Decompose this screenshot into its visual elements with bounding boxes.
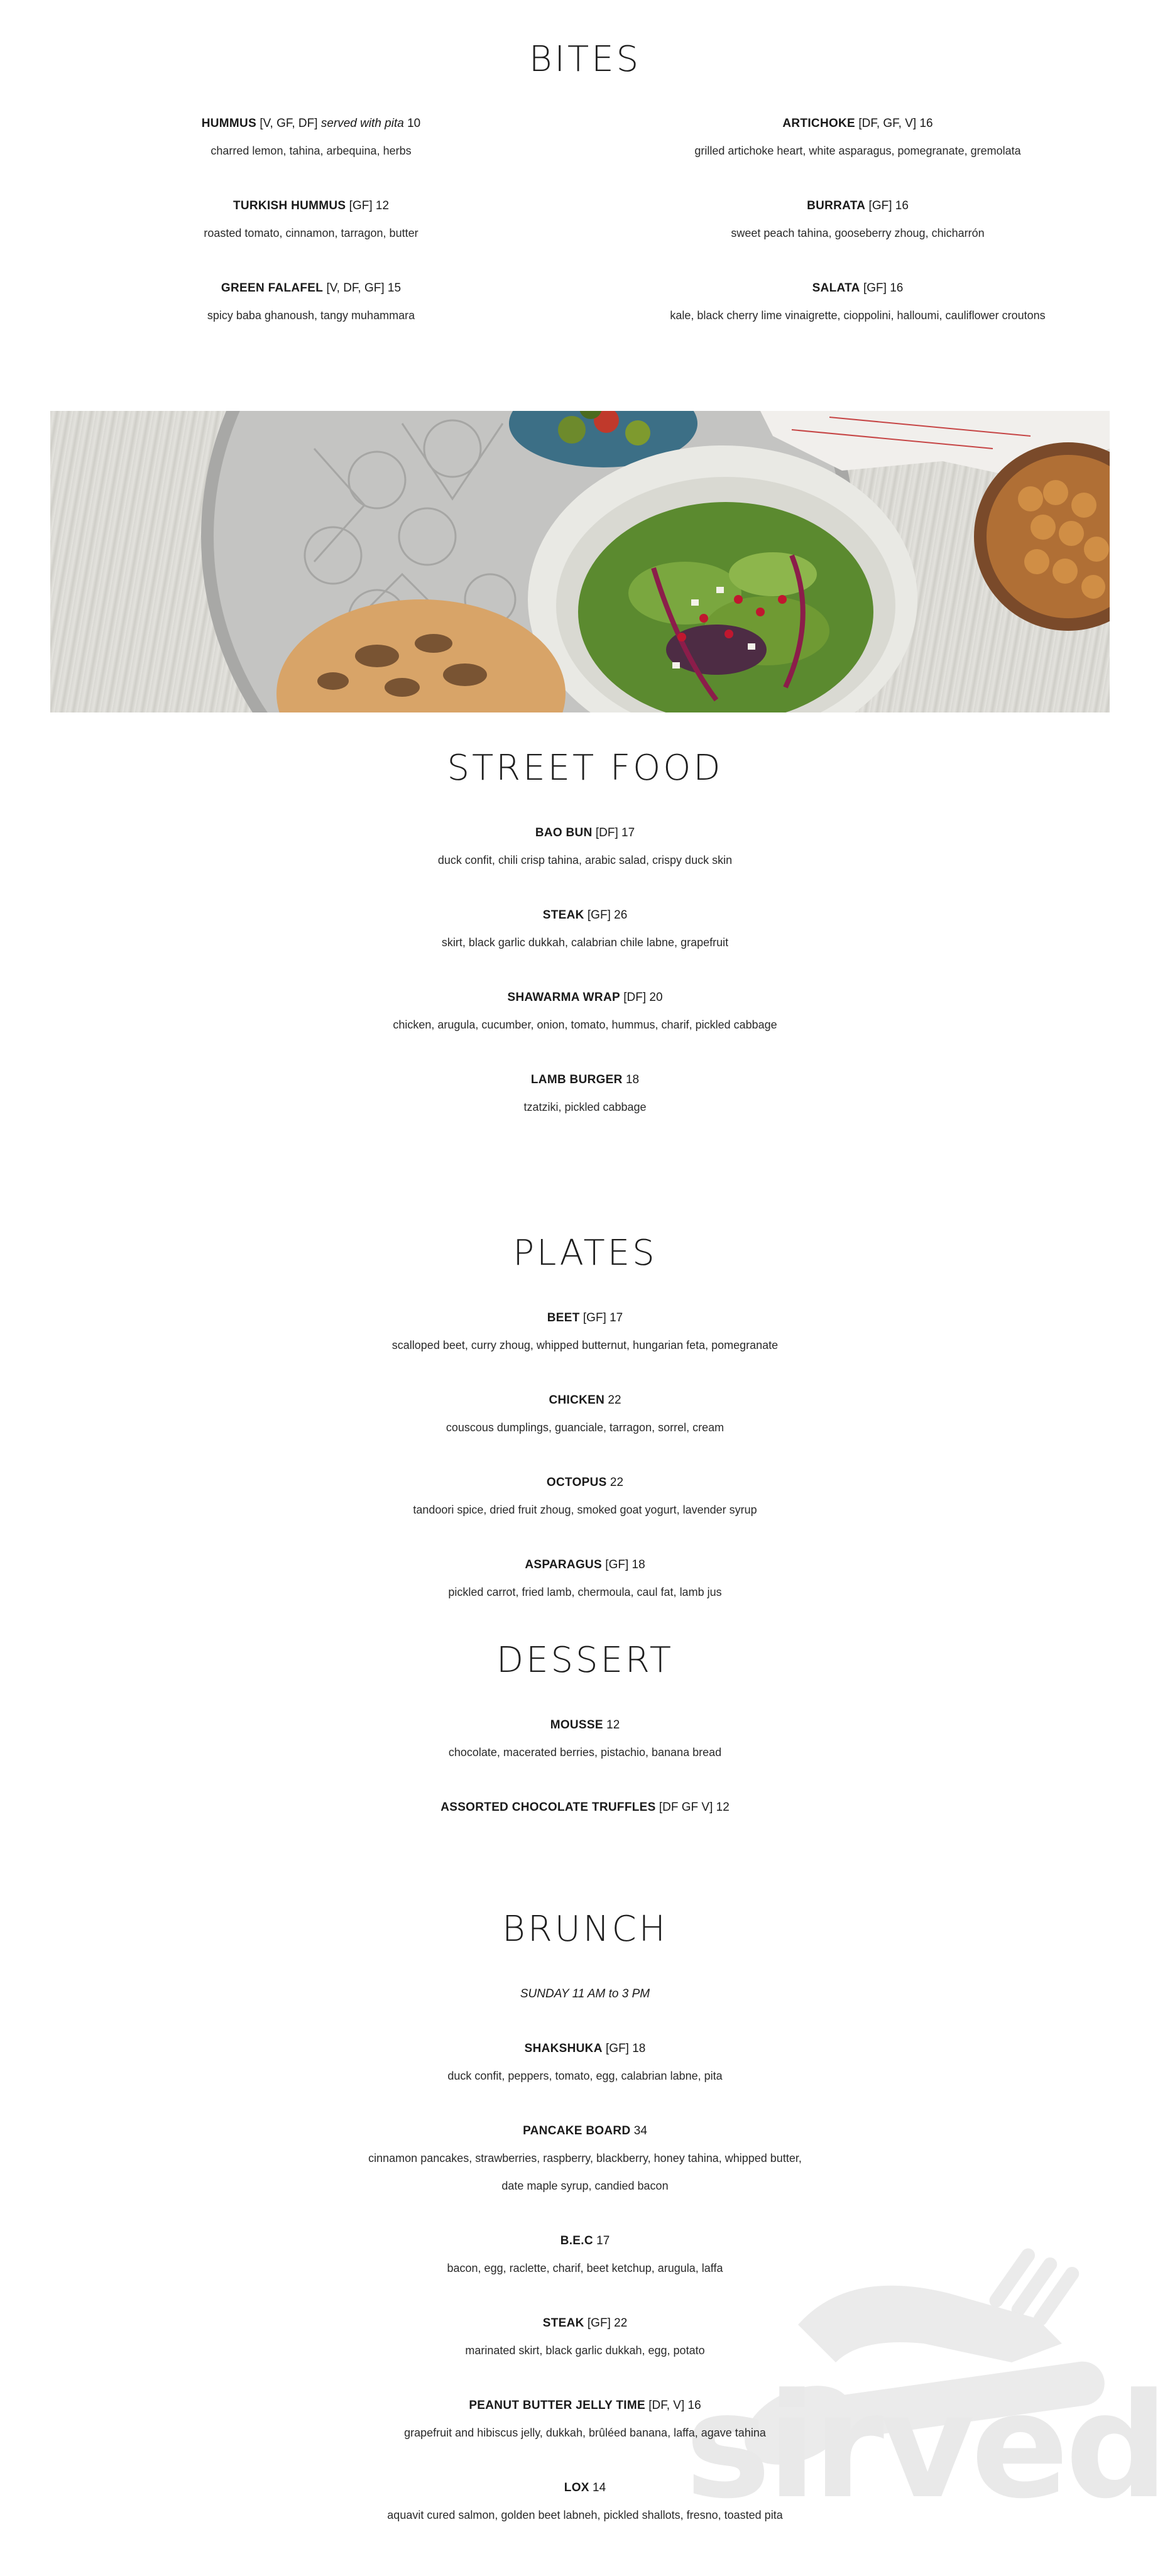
- item-tags: [GF] 16: [865, 199, 909, 212]
- menu-item-description-continued: date maple syrup, candied bacon: [501, 2180, 669, 2192]
- section-title-street-food: STREET FOOD: [447, 748, 723, 789]
- food-photo-illustration: [50, 411, 1110, 712]
- menu-item-description: chocolate, macerated berries, pistachio, banana bread: [448, 1746, 722, 1759]
- menu-item-heading: [0, 2042, 1170, 2056]
- menu-item-description: chicken, arugula, cucumber, onion, tomato, hummus, charif, pickled cabbage: [393, 1018, 777, 1031]
- menu-item-heading: [0, 1311, 1170, 1325]
- item-tags: [DF, GF, V] 16: [855, 117, 933, 130]
- item-name: SALATA: [812, 281, 860, 295]
- item-tags: [GF] 17: [579, 1311, 623, 1324]
- item-tags: [V, GF, DF]: [256, 117, 321, 130]
- menu-item-description: sweet peach tahina, gooseberry zhoug, chicharrón: [731, 227, 985, 239]
- menu-item-description: grilled artichoke heart, white asparagus, pomegranate, gremolata: [694, 145, 1021, 157]
- item-tags: 12: [603, 1718, 620, 1732]
- item-tags: [DF] 17: [592, 826, 635, 839]
- menu-item-heading: [0, 2124, 1170, 2138]
- menu-item-description: spicy baba ghanoush, tangy muhammara: [207, 309, 415, 322]
- item-tags: [DF, V] 16: [645, 2399, 701, 2412]
- brunch-hours-text: SUNDAY 11 AM to 3 PM: [520, 1987, 650, 2000]
- menu-item-heading: [0, 1476, 1170, 1490]
- menu-item-heading: [0, 1558, 1170, 1572]
- menu-item-description: grapefruit and hibiscus jelly, dukkah, brûléed banana, laffa, agave tahina: [404, 2426, 766, 2439]
- menu-item-description: couscous dumplings, guanciale, tarragon, sorrel, cream: [446, 1421, 724, 1434]
- menu-item-description: aquavit cured salmon, golden beet labneh, pickled shallots, fresno, toasted pita: [387, 2509, 783, 2521]
- item-name: STEAK: [542, 909, 584, 922]
- item-tags: 14: [589, 2481, 606, 2494]
- section-title-bites: BITES: [528, 39, 642, 80]
- menu-item-heading: [60, 199, 562, 213]
- item-tags: 18: [622, 1073, 640, 1086]
- item-note: served with pita: [320, 117, 404, 130]
- menu-item-heading: [0, 1801, 1170, 1815]
- item-tags: [GF] 18: [602, 1558, 645, 1571]
- menu-item-description: tzatziki, pickled cabbage: [523, 1101, 647, 1113]
- item-tags: [GF] 26: [584, 909, 628, 922]
- item-name: LOX: [564, 2481, 589, 2494]
- menu-item-heading: [0, 1073, 1170, 1087]
- menu-item-description: kale, black cherry lime vinaigrette, cioppolini, halloumi, cauliflower croutons: [670, 309, 1046, 322]
- sirved-watermark-text: sirved: [685, 2363, 1165, 2531]
- item-name: ARTICHOKE: [782, 117, 856, 130]
- item-name: ASSORTED CHOCOLATE TRUFFLES: [440, 1801, 656, 1814]
- menu-item-heading: [0, 1394, 1170, 1407]
- menu-item-description: skirt, black garlic dukkah, calabrian chile labne, grapefruit: [441, 936, 729, 949]
- menu-item-heading: [60, 117, 562, 131]
- menu-item-heading: [0, 2481, 1170, 2495]
- item-name: OCTOPUS: [546, 1476, 607, 1489]
- menu-item-heading: [606, 117, 1109, 131]
- menu-item-heading: [60, 281, 562, 295]
- item-tags: [GF] 16: [860, 281, 904, 295]
- menu-item-heading: [606, 281, 1109, 295]
- item-price: 10: [403, 117, 421, 130]
- menu-item-heading: [0, 826, 1170, 840]
- item-tags: 22: [606, 1476, 624, 1489]
- item-name: ASPARAGUS: [525, 1558, 603, 1571]
- item-name: LAMB BURGER: [530, 1073, 623, 1086]
- menu-item-description: bacon, egg, raclette, charif, beet ketchup, arugula, laffa: [447, 2262, 723, 2274]
- item-name: BEET: [547, 1311, 580, 1324]
- item-name: B.E.C: [560, 2234, 593, 2247]
- menu-item-description: marinated skirt, black garlic dukkah, egg, potato: [465, 2344, 705, 2357]
- item-name: BURRATA: [807, 199, 866, 212]
- item-tags: [GF] 22: [584, 2317, 628, 2330]
- menu-item-heading: [0, 2317, 1170, 2330]
- menu-item-heading: [0, 2234, 1170, 2248]
- food-photo-banner: [50, 411, 1110, 712]
- item-name: GREEN FALAFEL: [221, 281, 324, 295]
- item-tags: [GF] 18: [602, 2042, 646, 2055]
- brunch-hours: [0, 1987, 1170, 2001]
- menu-item-description: cinnamon pancakes, strawberries, raspberry, blackberry, honey tahina, whipped butter,: [368, 2152, 802, 2164]
- item-name: SHAKSHUKA: [524, 2042, 603, 2055]
- item-name: PEANUT BUTTER JELLY TIME: [469, 2399, 645, 2412]
- item-tags: 34: [630, 2124, 647, 2137]
- menu-item-heading: [606, 199, 1109, 213]
- menu-item-heading: [0, 1718, 1170, 1732]
- menu-item-heading: [0, 2399, 1170, 2413]
- menu-item-description: pickled carrot, fried lamb, chermoula, caul fat, lamb jus: [448, 1586, 722, 1598]
- menu-item-heading: [0, 909, 1170, 922]
- item-name: STEAK: [542, 2317, 584, 2330]
- item-tags: [GF] 12: [346, 199, 390, 212]
- item-tags: [DF GF V] 12: [655, 1801, 730, 1814]
- item-tags: [V, DF, GF] 15: [323, 281, 402, 295]
- menu-item-description: duck confit, peppers, tomato, egg, calabrian labne, pita: [447, 2070, 723, 2082]
- item-name: BAO BUN: [535, 826, 593, 839]
- item-tags: 17: [593, 2234, 610, 2247]
- item-name: SHAWARMA WRAP: [507, 991, 620, 1004]
- item-name: PANCAKE BOARD: [523, 2124, 631, 2137]
- menu-item-heading: [0, 991, 1170, 1005]
- menu-item-description: tandoori spice, dried fruit zhoug, smoked goat yogurt, lavender syrup: [413, 1504, 757, 1516]
- menu-item-description: scalloped beet, curry zhoug, whipped butternut, hungarian feta, pomegranate: [391, 1339, 779, 1351]
- item-name: CHICKEN: [549, 1394, 605, 1407]
- section-title-brunch: BRUNCH: [502, 1909, 668, 1950]
- section-title-plates: PLATES: [513, 1233, 657, 1274]
- item-name: HUMMUS: [201, 117, 257, 130]
- menu-item-description: roasted tomato, cinnamon, tarragon, butter: [204, 227, 418, 239]
- menu-item-description: charred lemon, tahina, arbequina, herbs: [210, 145, 412, 157]
- item-name: TURKISH HUMMUS: [232, 199, 346, 212]
- item-tags: [DF] 20: [620, 991, 663, 1004]
- item-tags: 22: [604, 1394, 621, 1407]
- menu-item-description: duck confit, chili crisp tahina, arabic salad, crispy duck skin: [437, 854, 733, 866]
- section-title-dessert: DESSERT: [496, 1640, 674, 1681]
- item-name: MOUSSE: [550, 1718, 603, 1732]
